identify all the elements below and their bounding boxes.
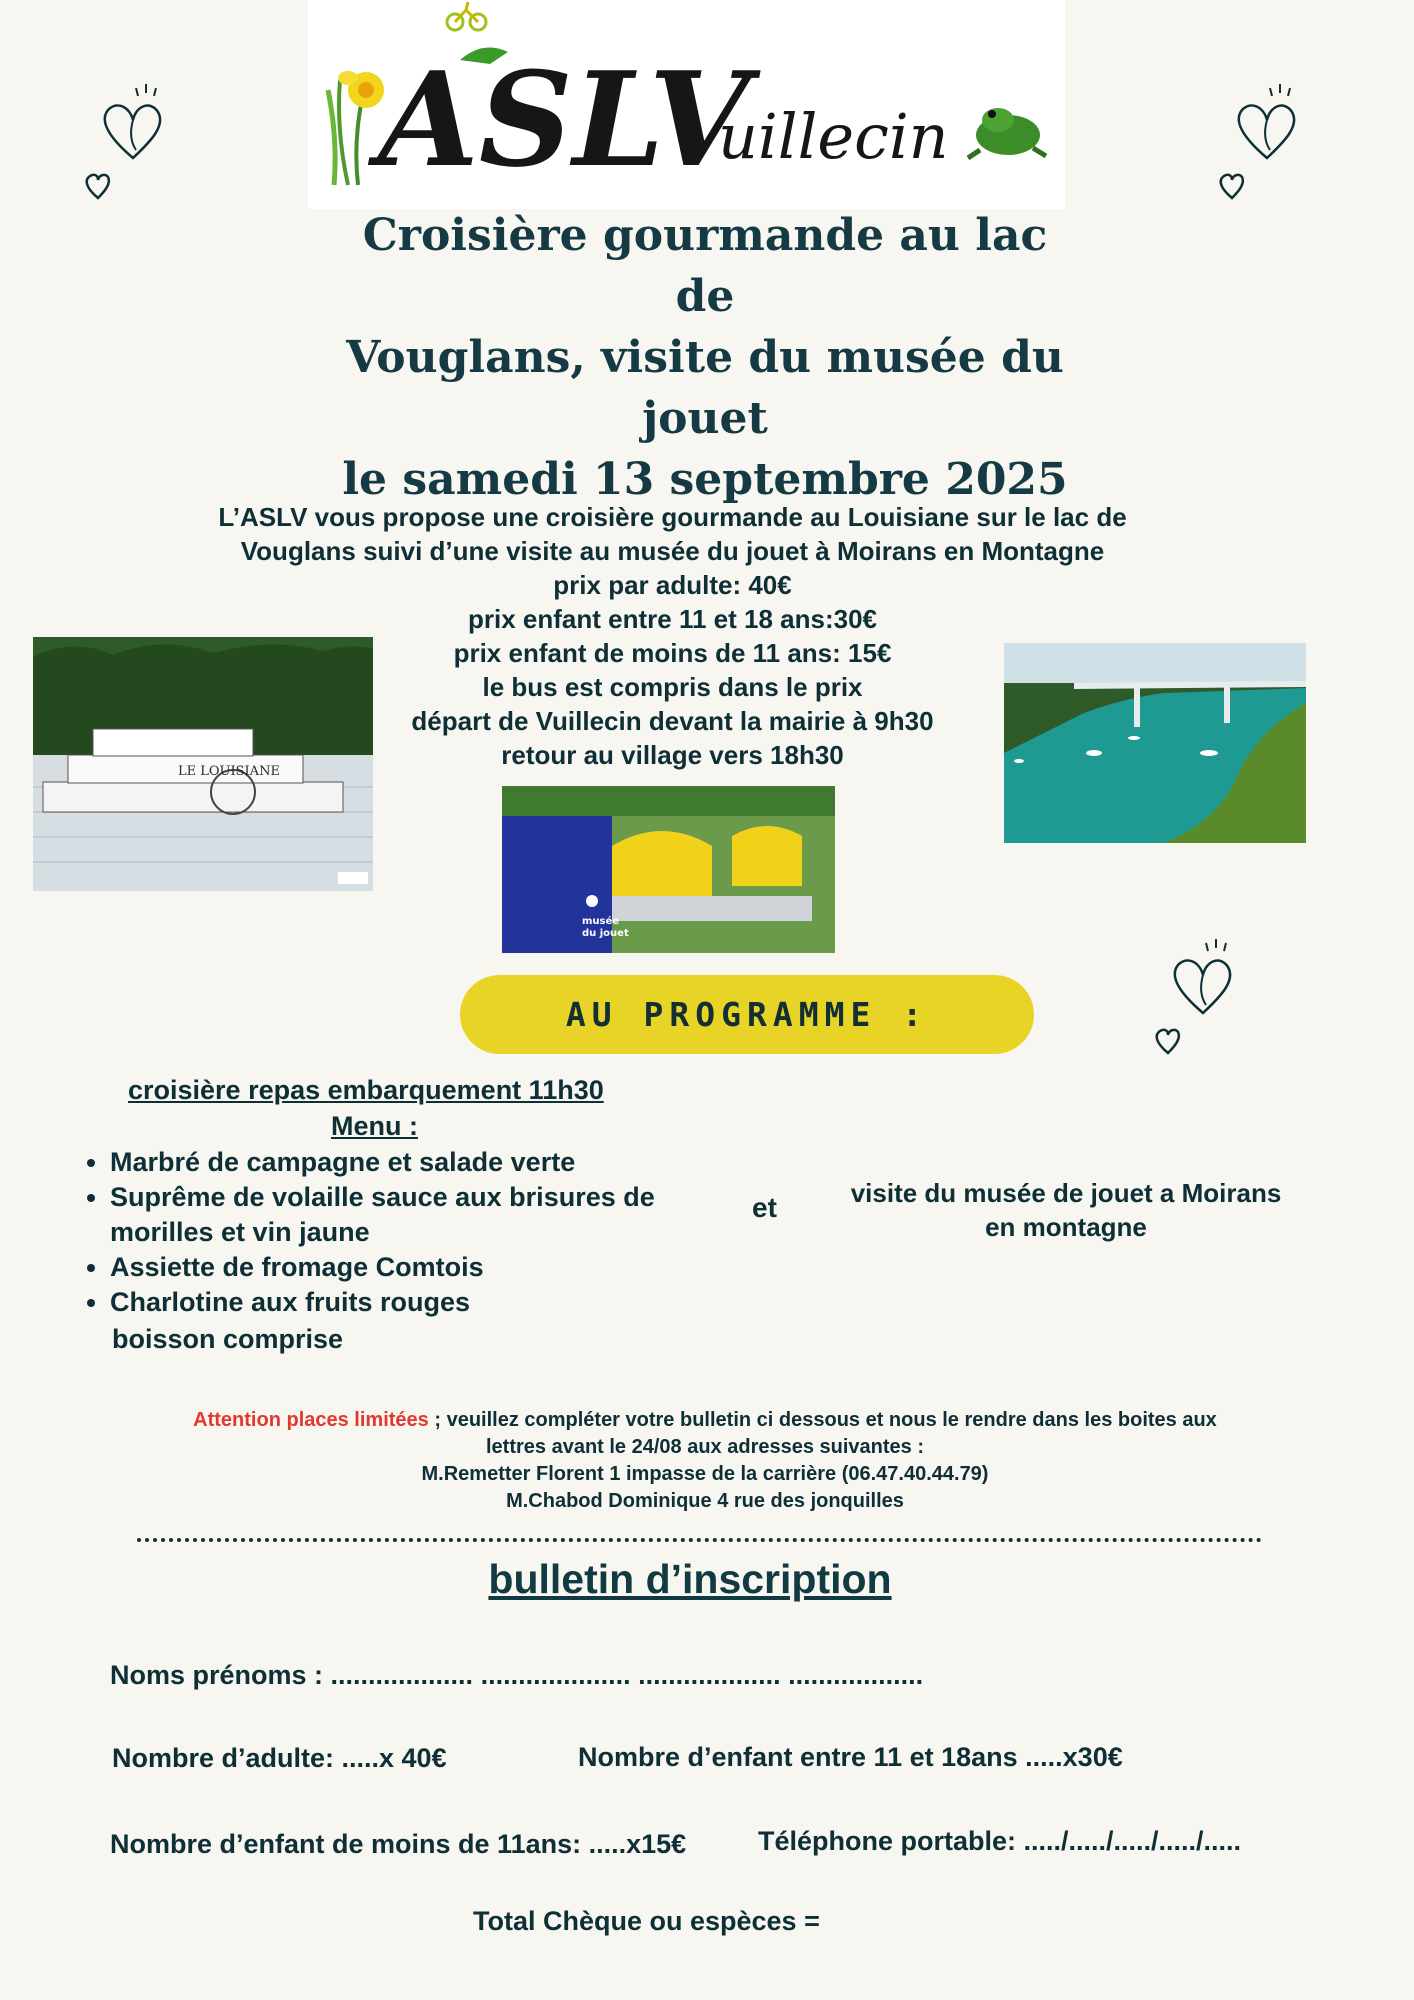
title-date: le samedi 13 septembre 2025 (342, 454, 1068, 505)
adult-count-field[interactable]: Nombre d’adulte: .....x 40€ (112, 1743, 447, 1773)
notice-text: ; veuillez compléter votre bulletin ci dessous et nous le rendre dans les boites aux (428, 1409, 1217, 1431)
bus-note: le bus est compris dans le prix (482, 672, 863, 702)
lake-photo (1004, 643, 1306, 843)
address-2: M.Chabod Dominique 4 rue des jonquilles (506, 1490, 904, 1512)
menu-item: • Marbré de campagne et salade verte (110, 1145, 750, 1180)
heart-icon (1212, 80, 1332, 210)
menu-item: • Charlotine aux fruits rouges (110, 1285, 750, 1320)
price-teen: prix enfant entre 11 et 18 ans:30€ (468, 604, 877, 634)
form-title: bulletin d’inscription (488, 1556, 892, 1602)
heart-decoration-right (1212, 80, 1332, 210)
notice-text: lettres avant le 24/08 aux adresses suivantes : (485, 1436, 925, 1458)
museum-visit-line: en montagne (985, 1212, 1147, 1242)
logo-tail-text: uillecin (718, 100, 949, 173)
cruise-heading: croisière repas embarquement 11h30 (128, 1075, 604, 1105)
menu-list (76, 1145, 750, 1320)
registration-notice (135, 1407, 1275, 1515)
and-connector: et (752, 1192, 777, 1223)
museum-photo (502, 786, 835, 953)
intro-line: L’ASLV vous propose une croisière gourmande au Louisiane sur le lac de (218, 502, 1127, 532)
heart-decoration-left (78, 80, 198, 210)
heart-icon (78, 80, 198, 210)
price-adult: prix par adulte: 40€ (553, 570, 792, 600)
intro-line: Vouglans suivi d’une visite au musée du jouet à Moirans en Montagne (240, 536, 1105, 566)
heart-icon (1148, 935, 1268, 1065)
menu-item: • Assiette de fromage Comtois (110, 1250, 750, 1285)
cut-line (137, 1538, 1262, 1542)
frog-icon (968, 108, 1046, 158)
logo-main-text: ASLV (378, 43, 750, 196)
museum-sign-line1: musée (582, 916, 620, 927)
child-count-field[interactable]: Nombre d’enfant de moins de 11ans: .....x15€ (110, 1829, 687, 1859)
museum-visit-line: visite du musée de jouet a Moirans (850, 1178, 1282, 1208)
price-child: prix enfant de moins de 11 ans: 15€ (453, 638, 892, 668)
museum-sign-line2: du jouet (582, 928, 629, 939)
title-line: Vouglans, visite du musée du (346, 332, 1064, 383)
departure-note: départ de Vuillecin devant la mairie à 9h30 (411, 706, 934, 736)
programme-banner: AU PROGRAMME : (460, 975, 1034, 1054)
aslv-logo (308, 0, 1065, 209)
heart-decoration-middle (1148, 935, 1268, 1065)
address-1: M.Remetter Florent 1 impasse de la carrière (06.47.40.44.79) (421, 1463, 989, 1485)
title-line: Croisière gourmande au lac de (362, 210, 1048, 322)
teen-count-field[interactable]: Nombre d’enfant entre 11 et 18ans .....x30€ (578, 1742, 1123, 1772)
phone-field[interactable]: Téléphone portable: ...../...../...../...../..... (758, 1826, 1242, 1856)
menu-item: • Suprême de volaille sauce aux brisures de morilles et vin jaune (110, 1180, 750, 1250)
daffodil-icon (328, 71, 384, 185)
boat-photo (33, 637, 373, 891)
logo-artwork (308, 0, 1065, 209)
return-note: retour au village vers 18h30 (501, 740, 844, 770)
names-field[interactable]: Noms prénoms : ................... .................... ................... .................. (110, 1660, 924, 1690)
museum-visit-text (820, 1176, 1312, 1244)
limited-places-warning: Attention places limitées (193, 1409, 429, 1431)
menu-heading: Menu : (331, 1111, 418, 1141)
event-title (330, 205, 1080, 510)
title-line: jouet (642, 393, 768, 444)
total-field[interactable]: Total Chèque ou espèces = (473, 1906, 820, 1936)
drink-note: boisson comprise (112, 1324, 344, 1354)
boat-name-label: LE LOUISIANE (178, 764, 280, 779)
